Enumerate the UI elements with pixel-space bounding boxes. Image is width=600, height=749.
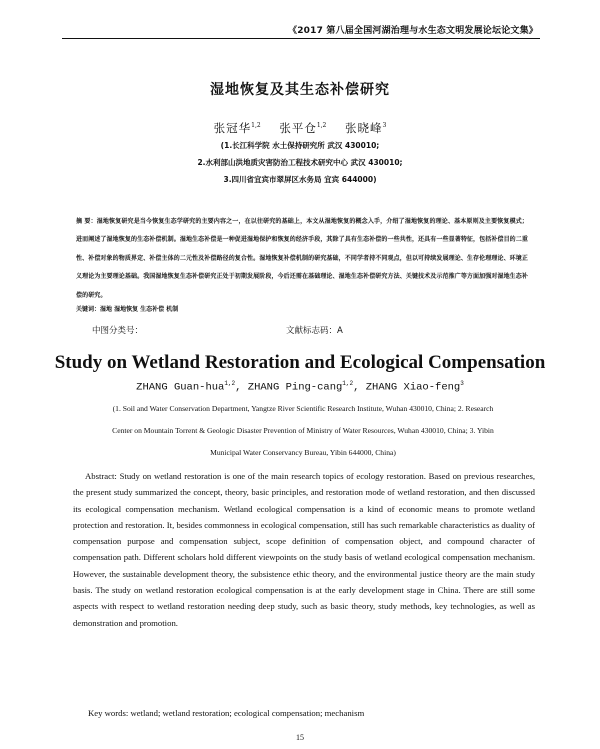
cn-author-2-affil: 1,2 xyxy=(316,122,327,130)
en-affiliation-line-1: (1. Soil and Water Conservation Department, Yangtze River Scientific Research Institute, Wuhan 430010, China; 2. Research xyxy=(112,404,494,413)
en-author-1-affil: 1,2 xyxy=(224,380,236,387)
cn-author-2: 张平仓 xyxy=(279,121,317,135)
cn-author-3-affil: 3 xyxy=(382,122,387,130)
cn-author-3: 张晓峰 xyxy=(345,121,383,135)
cn-title: 湿地恢复及其生态补偿研究 xyxy=(210,82,390,98)
en-affiliation-line-2: Center on Mountain Torrent & Geologic Disaster Prevention of Ministry of Water Resources, Wuhan 430010, China; 3. Yibin xyxy=(112,426,494,435)
en-author-3: ZHANG Xiao-feng xyxy=(365,381,461,394)
cn-author-1: 张冠华 xyxy=(213,121,252,135)
en-author-2: ZHANG Ping-cang xyxy=(247,381,343,394)
running-header: 《2017 第八届全国河湖治理与水生态文明发展论坛论文集》 xyxy=(288,26,538,36)
cn-affiliation-1: (1.长江科学院 水土保持研究所 武汉 430010; xyxy=(220,141,380,150)
en-abstract: Abstract: Study on wetland restoration is one of the main research topics of ecology restoration. Based on previous researches, the present study summarized the concept, theory, basic principles, and restoration mode of wetland restoration, and then discussed its ecological compensation mechanism. Wetland ecological compensation is a kind of economic means to promote wetland protection and restoration. It, besides commonness in ecological compensation, still has such remarkable characteristics as duality of compensation purpose and compensation subject, scope definition of compensation object, and compound character of compensation path. Different scholars hold different viewpoints on the study basis of wetland ecological compensation mechanism. However, the sustainable development theory, the subsistence ethic theory, and the environmental justice theory are the main study basis. The study on wetland restoration ecological compensation is at the early development stage in China. There are still some aspects with respect to wetland restoration needing deep study, such as basic theory, study methods, key technologies, as well as demonstration and promotion. xyxy=(73,471,535,628)
cn-affiliation-2: 2.水利部山洪地质灾害防治工程技术研究中心 武汉 430010; xyxy=(197,158,403,167)
en-affiliation-line-3: Municipal Water Conservancy Bureau, Yibin 644000, China) xyxy=(210,448,396,457)
header-rule xyxy=(62,38,540,39)
cn-document-code: 文献标志码：A xyxy=(286,326,343,336)
cn-classification-label: 中图分类号： xyxy=(92,326,144,336)
cn-authors xyxy=(0,120,600,136)
page-number: 15 xyxy=(296,733,304,742)
en-author-3-affil: 3 xyxy=(460,380,464,387)
cn-keywords: 关键词：湿地 湿地恢复 生态补偿 机制 xyxy=(76,306,179,313)
en-keywords: Key words: wetland; wetland restoration; ecological compensation; mechanism xyxy=(88,708,365,718)
en-affiliations xyxy=(68,398,538,464)
en-author-2-affil: 1,2 xyxy=(342,380,354,387)
cn-author-1-affil: 1,2 xyxy=(251,122,261,130)
en-authors: ZHANG Guan-hua$^{1,2}$, ZHANG Ping-cang$^{1,2}$, ZHANG Xiao-feng$^3$ xyxy=(136,380,464,394)
cn-affiliation-3: 3.四川省宜宾市翠屏区水务局 宜宾 644000) xyxy=(223,175,377,184)
cn-abstract: 摘 要：湿地恢复研究是当今恢复生态学研究的主要内容之一，在以往研究的基础上，本文从湿地恢复的概念入手，介绍了湿地恢复的理论、基本原则及主要恢复模式；进而阐述了湿地恢复的生态补偿机制。湿地生态补偿是一种促进湿地保护和恢复的经济手段，其除了具有生态补偿的一些共性，还具有一些显著特征，包括补偿目的二重性、补偿对象的物质界定、补偿主体的二元性及补偿路径的复合性。湿地恢复补偿机制的研究基础，不同学者持不同观点，但以可持续发展理论、生存伦理理论、环境正义理论为主要理论基础。我国湿地恢复生态补偿研究正处于初期发展阶段，今后还需在基础理论、湿地生态补偿研究方法、关键技术及示范推广等方面加强对湿地生态补偿的研究。 xyxy=(76,218,528,299)
en-title: Study on Wetland Restoration and Ecological Compensation xyxy=(54,352,546,373)
en-author-1: ZHANG Guan-hua xyxy=(136,381,225,394)
